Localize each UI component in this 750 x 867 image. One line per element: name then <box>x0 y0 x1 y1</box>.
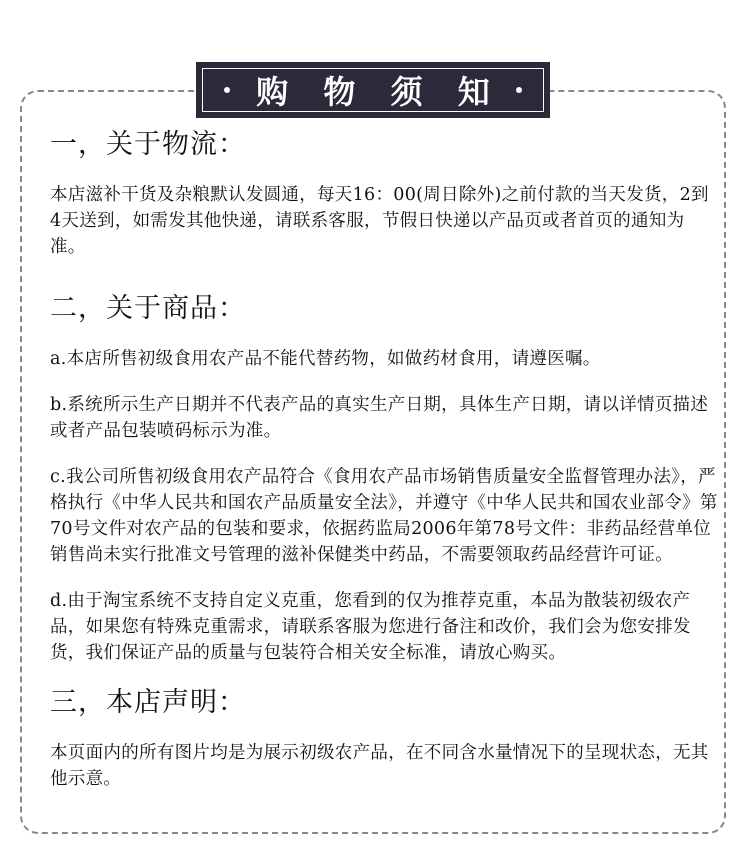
page-title: 购 物 须 知 <box>256 73 502 111</box>
bullet-dot-left-icon <box>224 87 230 93</box>
section-heading: 三，本店声明： <box>50 687 246 718</box>
section-products <box>50 292 720 666</box>
section-heading: 一，关于物流： <box>50 129 246 160</box>
section-paragraph: c.我公司所售初级食用农产品符合《食用农产品市场销售质量安全监督管理办法》，严格执行《中华人民共和国农产品质量安全法》，并遵守《中华人民共和国农业部令》第70号文件对农产品的包装和要求，依据药监局2006年第78号文件：非药品经营单位销售尚未实行批准文号管理的滋补保健类中药品，不需要领取药品经营许可证。 <box>50 467 718 565</box>
section-heading: 二，关于商品： <box>50 293 246 324</box>
section-paragraph: d.由于淘宝系统不支持自定义克重，您看到的仅为推荐克重，本品为散装初级农产品，如果您有特殊克重需求，请联系客服为您进行备注和改价，我们会为您安排发货，我们保证产品的质量与包装符合相关安全标准，请放心购买。 <box>50 591 691 663</box>
title-banner <box>196 62 550 118</box>
section-paragraph: 本店滋补干货及杂粮默认发圆通，每天16：00(周日除外)之前付款的当天发货，2到4天送到，如需发其他快递，请联系客服，节假日快递以产品页或者首页的通知为准。 <box>50 185 709 257</box>
section-paragraph: b.系统所示生产日期并不代表产品的真实生产日期，具体生产日期，请以详情页描述或者产品包装喷码标示为准。 <box>50 395 709 441</box>
section-logistics <box>50 128 720 260</box>
title-banner-inner <box>202 68 544 112</box>
section-statement <box>50 686 720 792</box>
section-paragraph: 本页面内的所有图片均是为展示初级农产品，在不同含水量情况下的呈现状态，无其他示意。 <box>50 743 709 789</box>
notice-content <box>50 118 720 812</box>
section-paragraph: a.本店所售初级食用农产品不能代替药物，如做药材食用，请遵医嘱。 <box>50 349 601 369</box>
bullet-dot-right-icon <box>516 87 522 93</box>
